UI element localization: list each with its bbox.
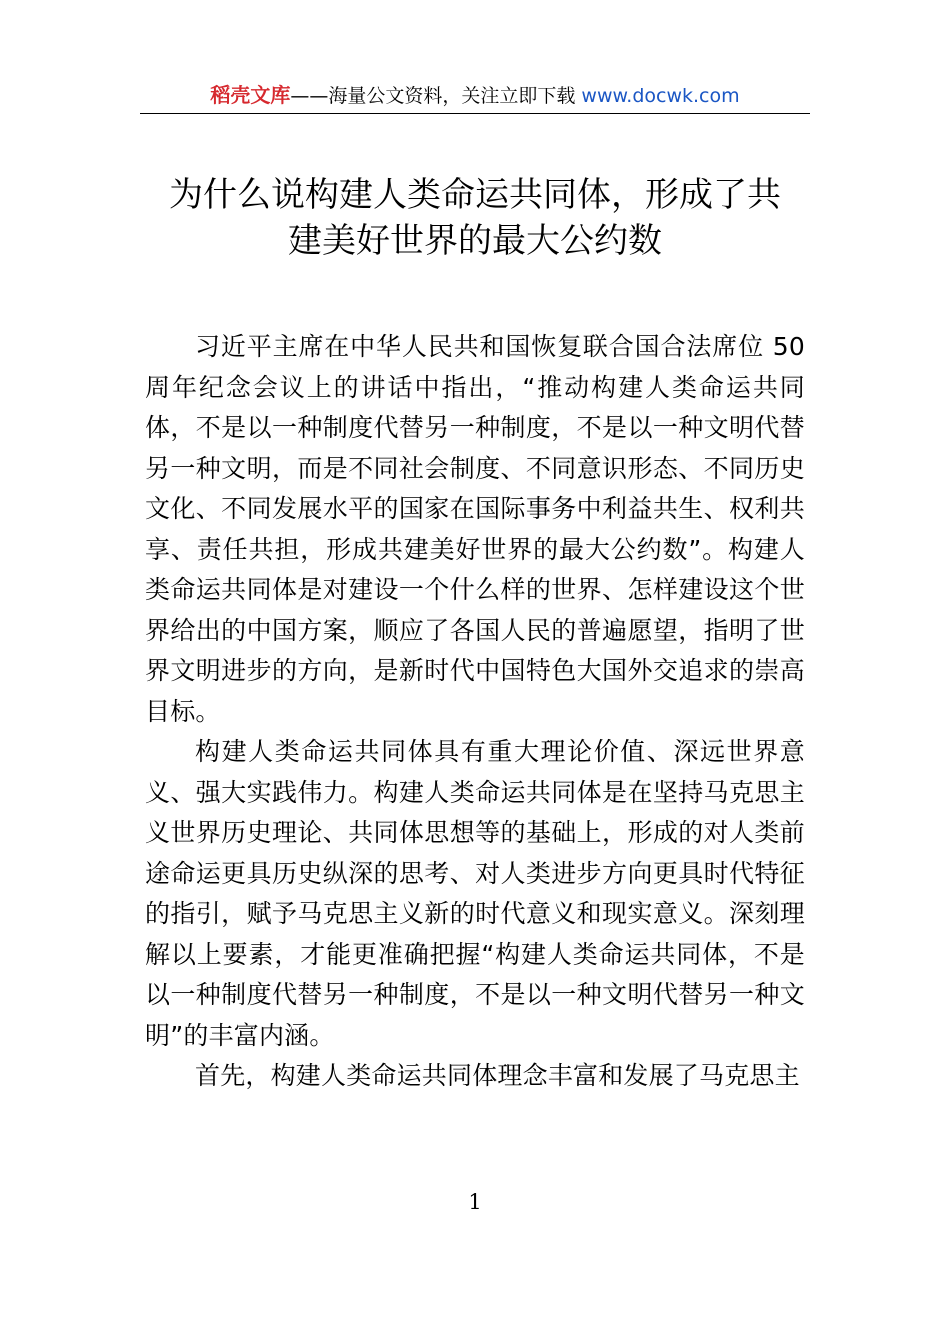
page-title: [130, 172, 820, 264]
brand-name: 稻壳文库: [210, 83, 291, 107]
site-link[interactable]: www.docwk.com: [581, 85, 740, 107]
paragraph-3: 首先，构建人类命运共同体理念丰富和发展了马克思主: [195, 1061, 800, 1090]
paragraph-1: 习近平主席在中华人民共和国恢复联合国合法席位 50 周年纪念会议上的讲话中指出，“推动构建人类命运共同体，不是以一种制度代替另一种制度，不是以一种文明代替另一种文明，而是不同社会制度、不同意识形态、不同历史文化、不同发展水平的国家在国际事务中利益共生、权利共享、责任共担，形成共建美好世界的最大公约数”。构建人类命运共同体是对建设一个什么样的世界、怎样建设这个世界给出的中国方案，顺应了各国人民的普遍愿望，指明了世界文明进步的方向，是新时代中国特色大国外交追求的崇高目标。: [145, 332, 805, 726]
header-tagline: ——海量公文资料，关注立即下载: [290, 85, 576, 107]
header-divider: [140, 113, 810, 114]
title-line-2: 建美好世界的最大公约数: [288, 221, 662, 261]
document-body: [145, 327, 805, 1097]
page-number: 1: [468, 1190, 482, 1214]
title-line-1: 为什么说构建人类命运共同体，形成了共: [169, 175, 781, 215]
document-header: [140, 80, 810, 111]
paragraph-2: 构建人类命运共同体具有重大理论价值、深远世界意义、强大实践伟力。构建人类命运共同体是在坚持马克思主义世界历史理论、共同体思想等的基础上，形成的对人类前途命运更具历史纵深的思考、对人类进步方向更具时代特征的指引，赋予马克思主义新的时代意义和现实意义。深刻理解以上要素，才能更准确把握“构建人类命运共同体，不是以一种制度代替另一种制度，不是以一种文明代替另一种文明”的丰富内涵。: [145, 737, 805, 1050]
